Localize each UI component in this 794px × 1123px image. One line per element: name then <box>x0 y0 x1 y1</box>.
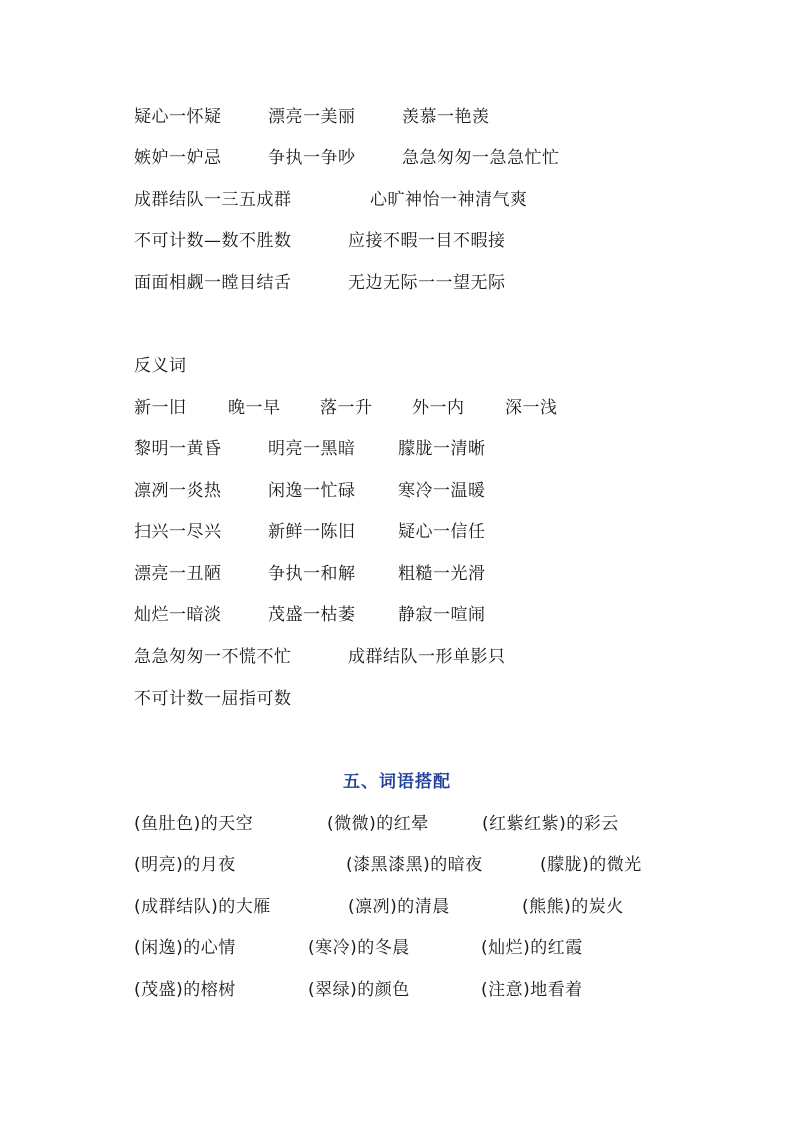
word-pair: 争执一争吵 <box>268 148 356 168</box>
word-pair: 争执一和解 <box>268 564 356 584</box>
word-pair: 漂亮一丑陋 <box>134 564 222 584</box>
word-pair: 不可计数—数不胜数 <box>134 231 292 251</box>
word-pair: 成群结队一形单影只 <box>348 647 506 667</box>
word-pair: 灿烂一暗淡 <box>134 605 222 625</box>
section-title: 五、词语搭配 <box>343 772 451 792</box>
collocation-item: (翠绿)的颜色 <box>308 980 410 1000</box>
word-pair: 寒冷一温暖 <box>398 481 486 501</box>
collocation-item: (微微)的红晕 <box>327 814 429 834</box>
word-pair: 疑心一怀疑 <box>134 107 222 127</box>
word-pair: 无边无际一一望无际 <box>348 273 506 293</box>
word-pair: 黎明一黄昏 <box>134 439 222 459</box>
word-pair: 静寂一喧闹 <box>398 605 486 625</box>
collocation-item: (寒冷)的冬晨 <box>308 938 410 958</box>
collocation-item: (闲逸)的心情 <box>134 938 236 958</box>
word-pair: 茂盛一枯萎 <box>268 605 356 625</box>
word-pair: 外一内 <box>412 398 465 418</box>
collocation-row <box>0 809 794 839</box>
word-pair: 新鲜一陈旧 <box>268 522 356 542</box>
word-pair: 深一浅 <box>505 398 558 418</box>
antonym-row <box>0 600 794 630</box>
antonym-row <box>0 642 794 672</box>
collocation-item: (凛冽)的清晨 <box>348 897 450 917</box>
word-pair: 嫉妒一妒忌 <box>134 148 222 168</box>
word-pair: 晚一早 <box>228 398 281 418</box>
collocation-item: (灿烂)的红霞 <box>481 938 583 958</box>
word-pair: 明亮一黑暗 <box>268 439 356 459</box>
collocation-item: (红紫红紫)的彩云 <box>482 814 619 834</box>
synonym-row <box>0 185 794 215</box>
collocation-row <box>0 892 794 922</box>
antonym-row <box>0 559 794 589</box>
antonym-row <box>0 517 794 547</box>
antonym-row <box>0 393 794 423</box>
synonym-row <box>0 226 794 256</box>
synonym-row <box>0 143 794 173</box>
collocation-item: (注意)地看着 <box>481 980 583 1000</box>
collocation-row <box>0 933 794 963</box>
word-pair: 落一升 <box>320 398 373 418</box>
word-pair: 不可计数一屈指可数 <box>134 689 292 709</box>
word-pair: 闲逸一忙碌 <box>268 481 356 501</box>
word-pair: 成群结队一三五成群 <box>134 190 292 210</box>
word-pair: 应接不暇一目不暇接 <box>348 231 506 251</box>
word-pair: 急急匆匆一急急忙忙 <box>402 148 560 168</box>
word-pair: 朦胧一清晰 <box>398 439 486 459</box>
antonym-row <box>0 684 794 714</box>
word-pair: 凛冽一炎热 <box>134 481 222 501</box>
word-pair: 羡慕一艳羡 <box>402 107 490 127</box>
word-pair: 扫兴一尽兴 <box>134 522 222 542</box>
collocation-item: (漆黑漆黑)的暗夜 <box>346 855 483 875</box>
collocation-row <box>0 850 794 880</box>
word-pair: 漂亮一美丽 <box>268 107 356 127</box>
word-pair: 粗糙一光滑 <box>398 564 486 584</box>
synonym-row <box>0 102 794 132</box>
word-pair: 急急匆匆一不慌不忙 <box>134 647 292 667</box>
synonym-row <box>0 268 794 298</box>
collocation-item: (茂盛)的榕树 <box>134 980 236 1000</box>
antonym-row <box>0 476 794 506</box>
word-pair: 心旷神怡一神清气爽 <box>370 190 528 210</box>
collocation-item: (鱼肚色)的天空 <box>134 814 254 834</box>
collocation-item: (熊熊)的炭火 <box>522 897 624 917</box>
collocation-item: (朦胧)的微光 <box>540 855 642 875</box>
antonym-row <box>0 434 794 464</box>
collocation-row <box>0 975 794 1005</box>
collocation-item: (成群结队)的大雁 <box>134 897 271 917</box>
word-pair: 新一旧 <box>134 398 187 418</box>
word-pair: 面面相觑一瞠目结舌 <box>134 273 292 293</box>
word-pair: 疑心一信任 <box>398 522 486 542</box>
collocation-item: (明亮)的月夜 <box>134 855 236 875</box>
antonym-heading: 反义词 <box>134 356 187 376</box>
